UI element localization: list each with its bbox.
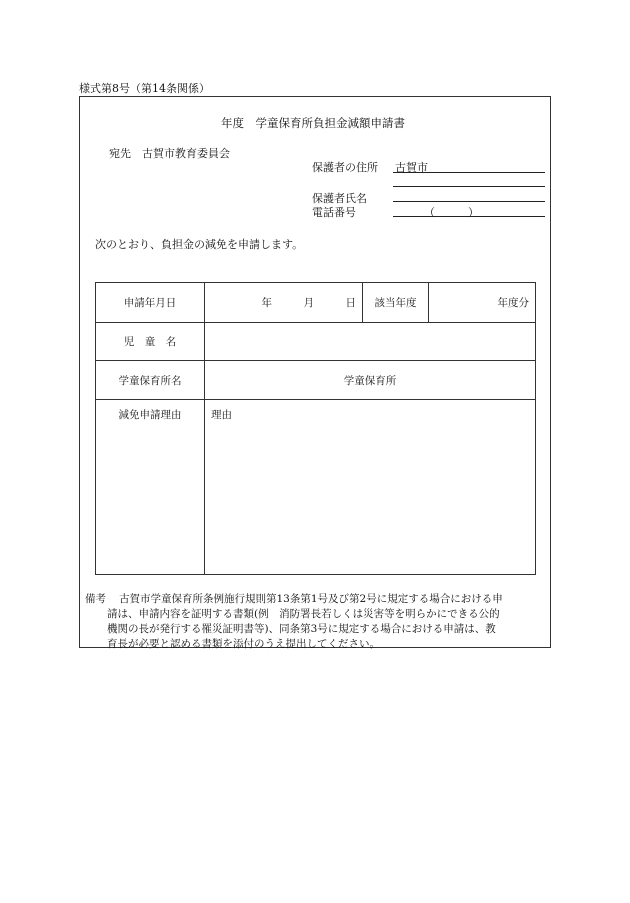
guardian-name-line: [393, 201, 545, 202]
child-value[interactable]: [205, 323, 536, 361]
guardian-address-value[interactable]: 古賀市: [395, 161, 428, 174]
child-label: 児 童 名: [96, 323, 205, 361]
reason-value[interactable]: 理由: [205, 400, 536, 575]
notes-line-1: 古賀市学童保育所条例施行規則第13条第1号及び第2号に規定する場合における申: [119, 593, 503, 605]
year-value[interactable]: 年度分: [429, 283, 536, 323]
guardian-address-label: 保護者の住所: [312, 161, 378, 174]
date-label: 申請年月日: [96, 283, 205, 323]
facility-value[interactable]: 学童保育所: [205, 361, 536, 400]
table-row: [96, 400, 536, 575]
guardian-phone-label: 電話番号: [312, 206, 356, 219]
notes-line-2: 請は、申請内容を証明する書類(例 消防署長若しくは災害等を明らかにできる公的: [107, 608, 500, 620]
notes-label: 備考: [85, 593, 106, 605]
address-line-2: [393, 186, 545, 187]
guardian-phone-line: [393, 216, 545, 217]
form-number: 様式第8号（第14条関係）: [79, 82, 210, 95]
phone-parens: （ ）: [424, 206, 479, 219]
address-line-1: [393, 172, 545, 173]
notes-line-4: 育長が必要と認める書類を添付のうえ提出してください。: [107, 638, 380, 650]
table-row: [96, 323, 536, 361]
addressee: 宛先 古賀市教育委員会: [109, 147, 230, 160]
facility-label: 学童保育所名: [96, 361, 205, 400]
date-value[interactable]: 年 月 日: [205, 283, 363, 323]
year-label: 該当年度: [363, 283, 429, 323]
table-row: [96, 283, 536, 323]
guardian-name-label: 保護者氏名: [312, 192, 367, 205]
application-table: [95, 282, 536, 575]
statement: 次のとおり、負担金の減免を申請します。: [95, 238, 304, 251]
notes-line-3: 機関の長が発行する罹災証明書等)、同条第3号に規定する場合における申請は、教: [107, 623, 496, 635]
table-row: [96, 361, 536, 400]
form-title: 年度 学童保育所負担金減額申請書: [221, 116, 405, 130]
reason-label: 減免申請理由: [96, 400, 205, 575]
